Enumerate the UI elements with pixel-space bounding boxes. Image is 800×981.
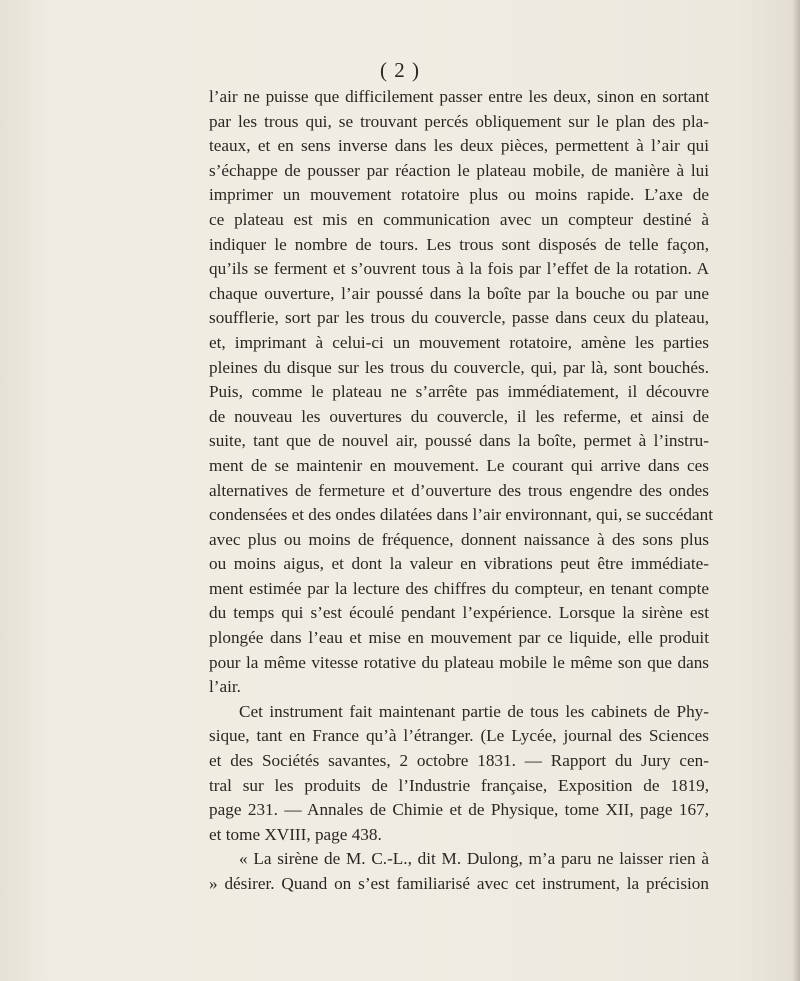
text-line: plongée dans l’eau et mise en mouvement par ce liquide, elle produit [209, 628, 709, 648]
text-line: ment estimée par la lecture des chiffres du compteur, en tenant compte [209, 578, 709, 598]
text-line: page 231. — Annales de Chimie et de Physique, tome XII, page 167, [209, 800, 709, 820]
text-line: chaque ouverture, l’air poussé dans la boîte par la bouche ou par une [209, 283, 709, 303]
text-line: indiquer le nombre de tours. Les trous sont disposés de telle façon, [209, 234, 709, 254]
page-edge-shadow [792, 0, 800, 981]
text-line: ment de se maintenir en mouvement. Le courant qui arrive dans ces [209, 455, 709, 475]
page-number: ( 2 ) [380, 58, 420, 82]
text-line: ce plateau est mis en communication avec un compteur destiné à [209, 209, 709, 229]
text-line: » désirer. Quand on s’est familiarisé avec cet instrument, la précision [209, 874, 709, 893]
text-line: pour la même vitesse rotative du plateau mobile le même son que dans [209, 652, 709, 672]
text-line: l’air ne puisse que difficilement passer entre les deux, sinon en sortant [209, 87, 709, 106]
text-line: de nouveau les ouvertures du couvercle, il les referme, et ainsi de [209, 406, 709, 426]
text-line: suite, tant que de nouvel air, poussé dans la boîte, permet à l’instru- [209, 431, 709, 451]
text-line: s’échappe de pousser par réaction le plateau mobile, de manière à lui [209, 160, 709, 180]
text-line: ou moins aigus, et dont la valeur en vibrations peut être immédiate- [209, 554, 709, 574]
text-line: Puis, comme le plateau ne s’arrête pas immédiatement, il découvre [209, 382, 709, 402]
text-line: tral sur les produits de l’Industrie française, Exposition de 1819, [209, 775, 709, 795]
text-line: teaux, et en sens inverse dans les deux pièces, permettent à l’air qui [209, 136, 709, 156]
text-line: l’air. [209, 677, 241, 697]
text-line: « La sirène de M. C.-L., dit M. Dulong, m’a paru ne laisser rien à [239, 849, 709, 869]
text-line: du temps qui s’est écoulé pendant l’expérience. Lorsque la sirène est [209, 603, 709, 623]
text-line: sique, tant en France qu’à l’étranger. (Le Lycée, journal des Sciences [209, 726, 709, 746]
text-line: par les trous qui, se trouvant percés obliquement sur le plan des pla- [209, 111, 709, 131]
text-line: et des Sociétés savantes, 2 octobre 1831. — Rapport du Jury cen- [209, 751, 709, 771]
text-line: qu’ils se ferment et s’ouvrent tous à la fois par l’effet de la rotation. A [209, 259, 709, 279]
text-line: et tome XVIII, page 438. [209, 824, 382, 844]
body-text [209, 85, 714, 897]
text-line: condensées et des ondes dilatées dans l’air environnant, qui, se succédant [209, 505, 714, 525]
text-line: soufflerie, sort par les trous du couvercle, passe dans ceux du plateau, [209, 308, 709, 328]
text-line: et, imprimant à celui-ci un mouvement rotatoire, amène les parties [209, 332, 709, 352]
text-line: pleines du disque sur les trous du couvercle, qui, par là, sont bouchés. [209, 357, 709, 377]
text-line: Cet instrument fait maintenant partie de tous les cabinets de Phy- [239, 701, 709, 721]
text-line: alternatives de fermeture et d’ouverture des trous engendre des ondes [209, 480, 709, 500]
text-line: imprimer un mouvement rotatoire plus ou moins rapide. L’axe de [209, 185, 709, 205]
text-line: avec plus ou moins de fréquence, donnent naissance à des sons plus [209, 529, 709, 549]
